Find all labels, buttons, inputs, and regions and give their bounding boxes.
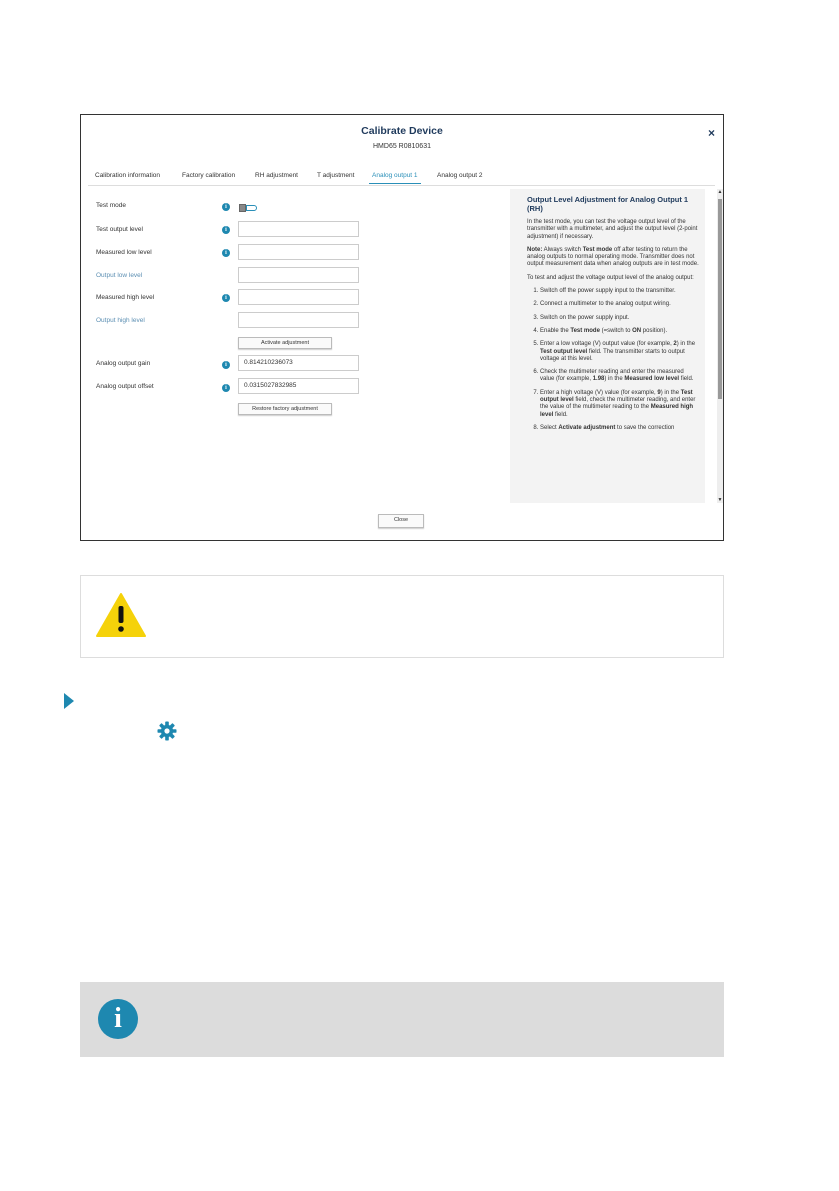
toggle-track xyxy=(246,205,257,211)
step-bold: ON xyxy=(632,327,642,334)
help-step xyxy=(540,328,699,335)
info-icon[interactable]: i xyxy=(222,226,230,234)
step-bold: 2 xyxy=(673,341,677,348)
step-text: field. The transmitter starts to output voltage at this level. xyxy=(540,348,685,362)
page-top-rule xyxy=(0,0,839,3)
help-step xyxy=(540,369,699,384)
close-icon[interactable]: × xyxy=(707,126,715,140)
activate-adjustment-button[interactable]: Activate adjustment xyxy=(238,337,332,349)
help-step xyxy=(540,341,699,363)
procedure-arrow-icon xyxy=(64,693,74,709)
test-output-level-label: Test output level xyxy=(96,226,143,233)
analog-output-gain-label: Analog output gain xyxy=(96,360,151,367)
dialog-subtitle: HMD65 R0810631 xyxy=(373,143,431,150)
calibrate-device-dialog xyxy=(80,114,724,541)
step-text: ) in the xyxy=(676,341,696,348)
step-text: field, check the multimeter reading, and enter the value of the multimeter reading to the xyxy=(540,397,696,411)
note-box xyxy=(80,982,724,1057)
step-text: position). xyxy=(641,327,668,334)
step-text: field. xyxy=(553,411,568,418)
test-mode-label: Test mode xyxy=(96,202,126,209)
step-text: Enter a low voltage (V) output value (for example, xyxy=(540,341,674,348)
step-text: Enable the xyxy=(540,327,571,334)
measured-low-level-label: Measured low level xyxy=(96,249,152,256)
help-title: Output Level Adjustment for Analog Output 1 (RH) xyxy=(527,195,689,213)
help-content xyxy=(527,195,699,438)
help-panel xyxy=(510,189,705,503)
test-mode-toggle[interactable] xyxy=(238,204,260,212)
restore-factory-adjustment-button[interactable]: Restore factory adjustment xyxy=(238,403,332,415)
info-icon[interactable]: i xyxy=(222,361,230,369)
note-text-a: Always switch xyxy=(542,246,583,253)
step-text: Enter a high voltage (V) value (for example, xyxy=(540,389,658,396)
help-scrollbar[interactable] xyxy=(717,189,723,503)
note-label: Note: xyxy=(527,246,543,253)
scroll-down-icon[interactable]: ▼ xyxy=(717,497,723,503)
step-bold: Measured high level xyxy=(540,404,694,418)
step-text: ) in the xyxy=(604,376,625,383)
step-text: to save the correction xyxy=(615,424,675,431)
output-high-level-field xyxy=(238,312,359,328)
info-icon: i xyxy=(98,999,138,1039)
output-high-level-label: Output high level xyxy=(96,317,145,324)
step-text: Select xyxy=(540,424,559,431)
help-steps-intro: To test and adjust the voltage output level of the analog output: xyxy=(527,274,694,281)
test-output-level-input[interactable] xyxy=(238,221,359,237)
help-note xyxy=(527,247,699,269)
scrollbar-thumb[interactable] xyxy=(718,199,722,399)
step-bold: Test output level xyxy=(540,348,588,355)
measured-high-level-label: Measured high level xyxy=(96,294,155,301)
info-icon[interactable]: i xyxy=(222,384,230,392)
info-icon[interactable]: i xyxy=(222,249,230,257)
tab-calibration-information[interactable]: Calibration information xyxy=(95,172,161,179)
close-button[interactable]: Close xyxy=(378,514,424,528)
step-bold: 9 xyxy=(657,389,661,396)
step-text: field. xyxy=(679,376,694,383)
warning-triangle-icon xyxy=(95,592,147,638)
help-step: 3. Switch on the power supply input. xyxy=(540,315,699,322)
help-steps-list xyxy=(527,288,699,432)
step-bold: Test output level xyxy=(540,389,693,404)
info-icon[interactable]: i xyxy=(222,203,230,211)
note-text-c: off after testing to return the analog outputs to normal operating mode. Transmitter does not output measurement data when analog outputs are in test mode. xyxy=(527,246,699,268)
output-low-level-field xyxy=(238,267,359,283)
step-bold: Activate adjustment xyxy=(558,424,616,431)
dialog-title: Calibrate Device xyxy=(361,125,443,137)
step-text: (=switch to xyxy=(599,327,633,334)
tab-rh-adjustment[interactable]: RH adjustment xyxy=(255,172,298,179)
caution-box xyxy=(80,575,724,658)
gear-icon xyxy=(157,721,177,741)
step-bold: Test mode xyxy=(570,327,600,334)
info-icon[interactable]: i xyxy=(222,294,230,302)
tab-factory-calibration[interactable]: Factory calibration xyxy=(182,172,236,179)
step-text: Check the multimeter reading and enter the measured value (for example, xyxy=(540,369,684,383)
help-step: 2. Connect a multimeter to the analog output wiring. xyxy=(540,301,699,308)
help-intro: In the test mode, you can test the voltage output level of the transmitter with a multimeter, and adjust the output level (2-point adjustment) if necessary. xyxy=(527,219,698,240)
scroll-up-icon[interactable]: ▲ xyxy=(717,189,723,195)
step-text: ) in the xyxy=(660,389,681,396)
step-bold: 1.98 xyxy=(592,376,605,383)
help-step xyxy=(540,390,699,419)
note-test-mode: Test mode xyxy=(582,246,613,253)
measured-high-level-input[interactable] xyxy=(238,289,359,305)
step-bold: Measured low level xyxy=(624,376,680,383)
tab-analog-output-1[interactable]: Analog output 1 xyxy=(372,172,418,179)
tab-analog-output-2[interactable]: Analog output 2 xyxy=(437,172,483,179)
tab-bar xyxy=(88,169,715,186)
measured-low-level-input[interactable] xyxy=(238,244,359,260)
analog-output-gain-input[interactable]: 0.814210236073 xyxy=(238,355,359,371)
analog-output-offset-input[interactable]: 0.0315027832985 xyxy=(238,378,359,394)
tab-t-adjustment[interactable]: T adjustment xyxy=(317,172,355,179)
analog-output-offset-label: Analog output offset xyxy=(96,383,154,390)
toggle-knob xyxy=(239,204,246,212)
output-low-level-label: Output low level xyxy=(96,272,143,279)
help-step xyxy=(540,425,699,432)
help-step: 1. Switch off the power supply input to the transmitter. xyxy=(540,288,699,295)
